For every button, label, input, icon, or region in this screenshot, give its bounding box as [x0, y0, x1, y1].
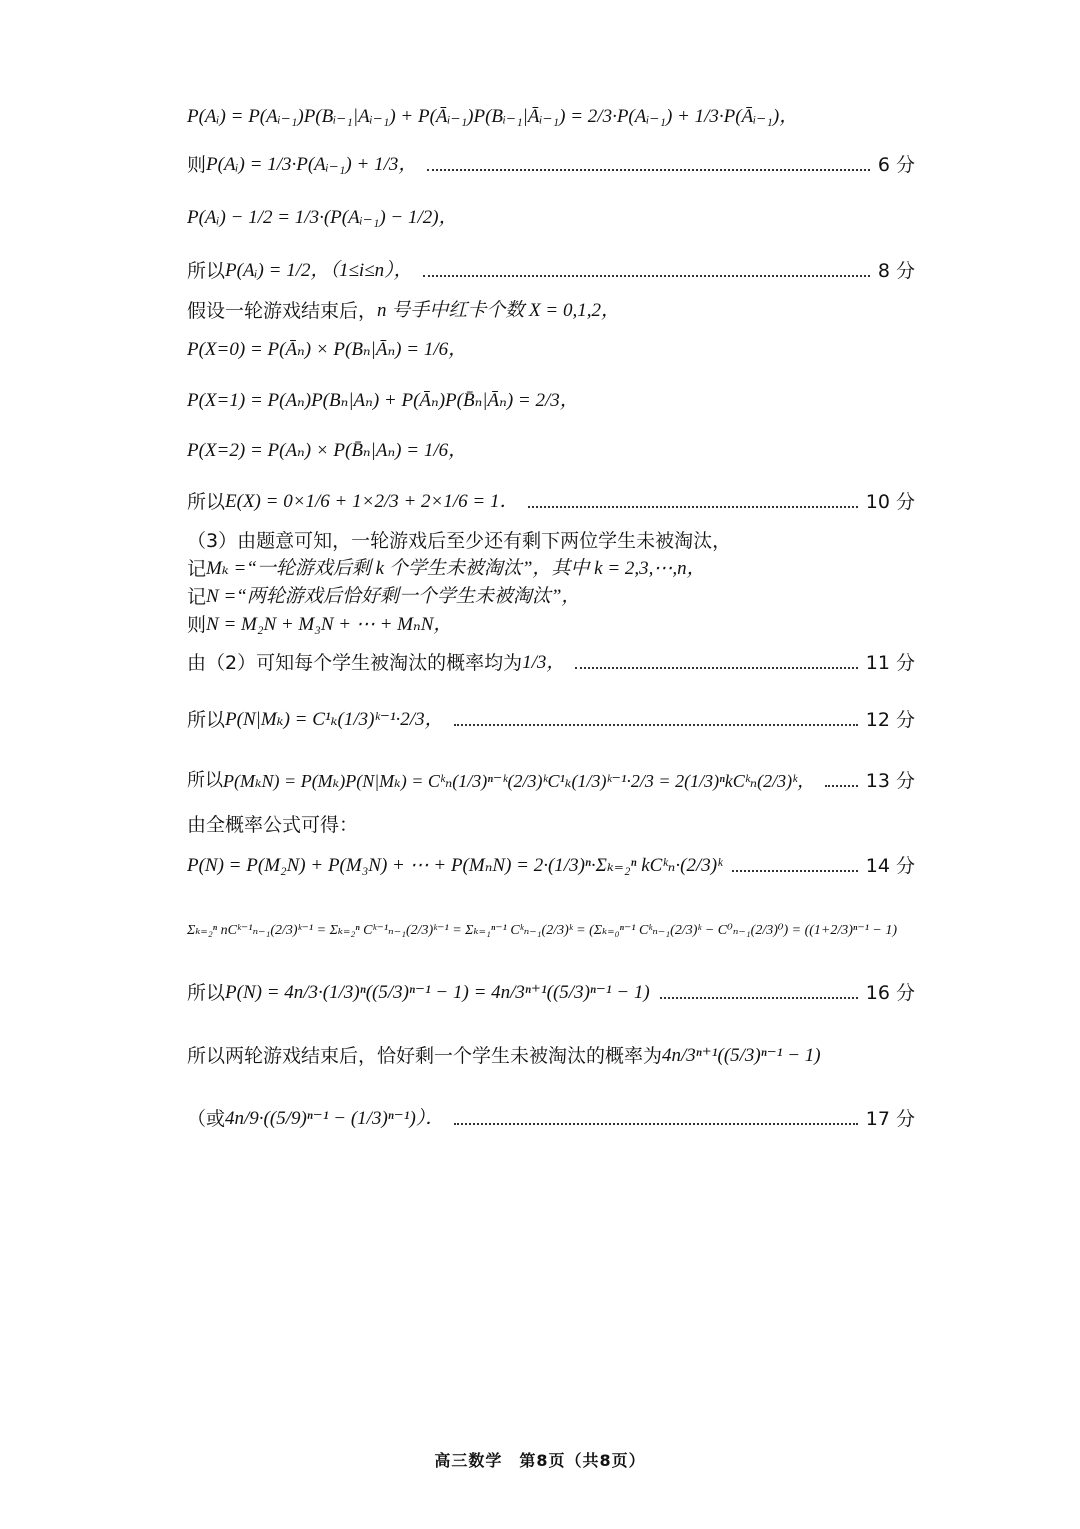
- line-text: （或: [187, 1108, 226, 1130]
- dot-leader: [575, 657, 857, 669]
- math-expression: n 号手中红卡个数 X = 0,1,2，: [377, 300, 620, 321]
- solution-line: [187, 612, 915, 638]
- solution-line: [187, 1106, 915, 1132]
- solution-line: [187, 768, 915, 794]
- math-expression: P(X=2) = P(Aₙ) × P(B̄ₙ|Aₙ) = 1/6，: [187, 440, 468, 461]
- line-text: 则: [187, 154, 207, 176]
- dot-leader: [660, 987, 858, 999]
- solution-line: [187, 980, 915, 1006]
- dot-leader: [454, 714, 858, 726]
- solution-line: [187, 1043, 915, 1069]
- solution-line: [187, 104, 915, 130]
- solution-line: [187, 152, 915, 178]
- math-expression: P(Aᵢ) = 1/2，（1≤i≤n），: [225, 260, 413, 281]
- solution-line: [187, 853, 915, 879]
- line-text: 由全概率公式可得：: [187, 814, 359, 836]
- math-expression: 4n/3ⁿ⁺¹((5/3)ⁿ⁻¹ − 1): [662, 1045, 821, 1066]
- math-expression: N =“两轮游戏后恰好剩一个学生未被淘汰”，: [206, 586, 581, 607]
- line-text: 记: [187, 586, 207, 608]
- line-text: 由（2）可知每个学生被淘汰的概率均为: [187, 652, 523, 674]
- math-expression: E(X) = 0×1/6 + 1×2/3 + 2×1/6 = 1．: [225, 491, 519, 512]
- dot-leader: [732, 860, 857, 872]
- math-expression: P(X=0) = P(Āₙ) × P(Bₙ|Āₙ) = 1/6，: [187, 339, 468, 360]
- solution-line: [187, 438, 915, 464]
- score-marker: 16 分: [865, 982, 915, 1004]
- solution-line: [187, 205, 915, 231]
- solution-line: [187, 388, 915, 414]
- dot-leader: [427, 159, 870, 171]
- line-text: 所以: [187, 770, 223, 791]
- solution-line: [187, 337, 915, 363]
- dot-leader: [423, 265, 870, 277]
- line-text: 记: [187, 558, 207, 580]
- solution-line: [187, 584, 915, 610]
- solution-line: [187, 528, 915, 554]
- math-expression: 4n/9·((5/9)ⁿ⁻¹ − (1/3)ⁿ⁻¹)）．: [225, 1108, 445, 1129]
- line-text: 所以两轮游戏结束后，恰好剩一个学生未被淘汰的概率为: [187, 1045, 663, 1067]
- score-marker: 8 分: [877, 260, 915, 282]
- line-text: 所以: [187, 491, 226, 513]
- solution-line: [187, 707, 915, 733]
- page-footer: 高三数学 第8页（共8页）: [434, 1451, 646, 1470]
- math-expression: P(N) = P(M₂N) + P(M₃N) + ⋯ + P(MₙN) = 2·(1/3)ⁿ·Σₖ₌₂ⁿ kCᵏₙ·(2/3)ᵏ: [187, 855, 723, 876]
- dot-leader: [454, 1113, 857, 1125]
- score-marker: 12 分: [865, 709, 915, 731]
- math-expression: P(Aᵢ) − 1/2 = 1/3·(P(Aᵢ₋₁) − 1/2)，: [187, 207, 458, 228]
- score-marker: 11 分: [865, 652, 915, 674]
- math-expression: P(Aᵢ) = 1/3·P(Aᵢ₋₁) + 1/3，: [206, 154, 418, 175]
- math-expression: P(Aᵢ) = P(Aᵢ₋₁)P(Bᵢ₋₁|Aᵢ₋₁) + P(Āᵢ₋₁)P(Bᵢ₋₁|Āᵢ₋₁) = 2/3·P(Aᵢ₋₁) + 1/3·P(Āᵢ₋₁)，: [187, 106, 799, 127]
- score-marker: 13 分: [865, 770, 915, 792]
- solution-line: [187, 812, 915, 838]
- math-expression: P(N|Mₖ) = C¹ₖ(1/3)ᵏ⁻¹·2/3，: [225, 709, 444, 730]
- solution-line: [187, 918, 915, 944]
- line-text: 所以: [187, 260, 226, 282]
- solution-line: [187, 556, 915, 582]
- line-text: 所以: [187, 982, 226, 1004]
- line-text: （3）由题意可知，一轮游戏后至少还有剩下两位学生未被淘汰，: [187, 530, 732, 552]
- score-marker: 17 分: [865, 1108, 915, 1130]
- solution-line: [187, 258, 915, 284]
- dot-leader: [528, 496, 857, 508]
- math-expression: Σₖ₌₂ⁿ nCᵏ⁻¹ₙ₋₁(2/3)ᵏ⁻¹ = Σₖ₌₂ⁿ Cᵏ⁻¹ₙ₋₁(2/3)ᵏ⁻¹ = Σₖ₌₁ⁿ⁻¹ Cᵏₙ₋₁(2/3)ᵏ = (Σₖ₌₀ⁿ⁻¹ Cᵏₙ₋₁(2/3)ᵏ − C⁰ₙ₋₁(2/3)⁰) = ((1+2/3)ⁿ⁻¹ − 1): [187, 923, 898, 938]
- solution-line: [187, 489, 915, 515]
- math-expression: P(X=1) = P(Aₙ)P(Bₙ|Aₙ) + P(Āₙ)P(B̄ₙ|Āₙ) = 2/3，: [187, 390, 579, 411]
- line-text: 假设一轮游戏结束后，: [187, 300, 378, 322]
- dot-leader: [825, 775, 858, 787]
- score-marker: 10 分: [865, 491, 915, 513]
- math-expression: P(MₖN) = P(Mₖ)P(N|Mₖ) = Cᵏₙ(1/3)ⁿ⁻ᵏ(2/3)ᵏC¹ₖ(1/3)ᵏ⁻¹·2/3 = 2(1/3)ⁿkCᵏₙ(2/3)ᵏ，: [223, 771, 816, 791]
- math-expression: 1/3，: [522, 652, 566, 673]
- score-marker: 6 分: [877, 154, 915, 176]
- math-expression: Mₖ =“一轮游戏后剩 k 个学生未被淘汰”，其中 k = 2,3,⋯,n，: [206, 558, 706, 579]
- score-marker: 14 分: [865, 855, 915, 877]
- line-text: 所以: [187, 709, 226, 731]
- math-expression: P(N) = 4n/3·(1/3)ⁿ((5/3)ⁿ⁻¹ − 1) = 4n/3ⁿ⁺¹((5/3)ⁿ⁻¹ − 1): [225, 982, 650, 1003]
- math-expression: N = M₂N + M₃N + ⋯ + MₙN，: [206, 614, 453, 635]
- solution-line: [187, 298, 915, 324]
- solution-line: [187, 650, 915, 676]
- line-text: 则: [187, 614, 207, 636]
